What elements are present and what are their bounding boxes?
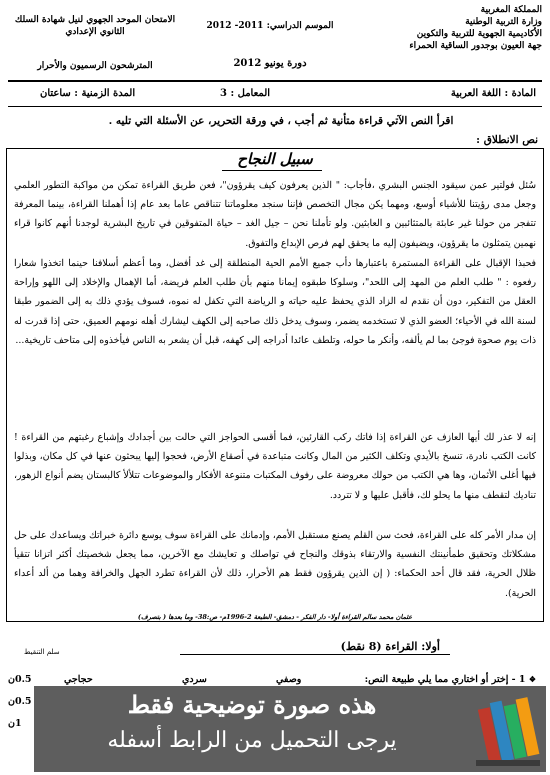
subject-divider	[8, 106, 542, 107]
session-label: دورة يونيو 2012	[233, 58, 307, 69]
paragraph-2	[14, 254, 536, 350]
school-year-label: الموسم الدراسي: 2011- 2012	[206, 21, 334, 31]
ministry-header	[409, 4, 542, 52]
bullet-icon: ❖	[528, 674, 536, 684]
header-line: الأكاديمية الجهوية للتربية والتكوين	[416, 29, 542, 39]
points-label: 0.5ن	[8, 674, 32, 685]
paragraph-text: إن مدار الأمر كله على القراءة، فحث سن القلم يصنع مستقبل الأمم، وإدمانك على القراءة سوف يوسع دائرة خبراتك ويساعدك على حل مشكلاتك وتحقيق طمأنينتك النفسية والارتقاء بذوقك والنجاح في تواصلك و تعايشك مع الآخرين، مما يجعل شخصيتك أكثر اتزانا تتقيأ ظلال الحرية، فقد قال أحد الحكماء: ( إن الذين يقرؤون فقط هم الأحرار، ذلك لأن القراءة تطرد الجهل والخرافة وهما من ألد أعداء الحرية).	[14, 530, 536, 599]
paragraph-text: فحبذا الإقبال على القراءة المستمرة باعتبارها دأب جميع الأمم الحية المنطلقة إلى غد أفضل، وما أعظم أسلافنا حينما اتخذوا شعارا رفعوه : " طلب العلم من المهد إلى اللحد"، وسلوكا طبقوه إيمانا منهم بأن طلب العلم فريضة، أما الإهمال والإخلاد إلى اللهو وإراحة العقل من التفكير، دون أن نقدم له الزاد الذي يحفظ عليه حياته و الرياضة التي تكفل له نموه، فسوف يؤدي ذلك به إلى الضمور طبقا لسنة الله في الأحياء؛ العضو الذي لا تستخدمه يضمر، وسوف يدخل ذلك صاحبه إلى الكهف ليشارك أهله نومهم العميق، حتى إذا قدرت له ذات يوم صحوة فوجئ بما لم يألفه، وأنكر ما حوله، وتلطف عائدا أدراجه إلى كهفه، قبل أن يشعر به الناس فيأخذوه إلى متاحف تاريخية...	[14, 258, 536, 346]
exam-header	[10, 14, 180, 72]
reading-section-title: أولا: القراءة (8 نقط)	[340, 640, 440, 653]
coefficient-label: المعامل : 3	[220, 88, 271, 99]
question-1	[365, 674, 536, 685]
source-citation: عثمان محمد سالم القراءة أولا- دار الفكر - دمشق- الطبعة 2-1996م- ص:38- وما بعدها ( بتصرف)	[137, 613, 413, 621]
header-divider	[8, 80, 542, 82]
instruction-text: اقرأ النص الآتي قراءة متأنية ثم أجب ، في ورقة التحرير، عن الأسئلة التي تليه .	[108, 115, 454, 127]
exam-title-line: الثانوي الإعدادي	[65, 27, 125, 37]
books-icon	[470, 686, 546, 772]
section-title: نص الانطلاق :	[476, 134, 538, 146]
exam-title-line: الامتحان الموحد الجهوي لنيل شهادة السلك	[14, 15, 176, 25]
points-label: 1ن	[8, 718, 22, 729]
tally-label: سلم التنقيط	[24, 648, 60, 656]
text-title: سبيل النجاح	[237, 150, 313, 168]
paragraph-3	[14, 428, 536, 505]
header-line: وزارة التربية الوطنية	[465, 17, 542, 27]
paragraph-text: سُئل فولتير عمن سيقود الجنس البشري ،فأجاب: " الذين يعرفون كيف يقرؤون"، فعن طريق القراءة تمكن من مواكبة التطور العلمي وجعل مدى رؤيتنا للأشياء أوسع، ومهما يكن مجال التخصص فإننا سنجد معلوماتنا تتناقص عاما بعد عام إذا أهملنا القراءة، بينما المعرفة تتفجر من حولنا غير عابئة بالمتثائبين و العابثين. ولو تأملنا نحن – جيل الغد – حياة المتفوقين في تاريخ البشرية لوجدنا أنهم كانوا قراء نهمين يتمثلون ما يقرؤون، ويضيفون إليه ما يحقق لهم فرص الإبداع والتفوق.	[14, 180, 536, 249]
paragraph-text: إنه لا عذر لك أيها العازف عن القراءة إذا فاتك ركب القارئين، فما أقسى الحواجز التي حالت بين أجدادك وإشباع رغبتهم من القراءة ! كانت الكتب نادرة، تنسخ بالأيدي وتكلف الكثير من المال وكانت متباعدة في أصقاع الأرض، فحجوا إليها يبحثون عنها في كل مكان، وبذلوا فيها أغلى الأثمان، وها هي الكتب من حولك معروضة على رفوف المكتبات متنوعة الأفكار والموضوعات تتلألأ كالبستان يضم أنواع الزهور، تناديك لتقطف منها ما يحلو لك، فأقبل عليها و لا تتردد.	[14, 432, 536, 501]
option-3: حجاجي	[64, 674, 93, 685]
candidates-label: المترشحون الرسميون والأحرار	[37, 61, 153, 71]
header-line: المملكة المغربية	[480, 5, 542, 15]
reading-section-underline	[180, 654, 450, 655]
paragraph-1	[14, 176, 536, 253]
banner-line-2: يرجى التحميل من الرابط أسفله	[107, 728, 397, 753]
option-1: وصفي	[276, 674, 302, 685]
points-label: 0.5ن	[8, 696, 32, 707]
question-label: 1 - إختر أو اختاري مما يلي طبيعة النص:	[364, 674, 526, 685]
subject-label: المادة : اللغة العربية	[450, 88, 536, 99]
duration-label: المدة الزمنية : ساعتان	[40, 88, 136, 99]
school-year	[200, 20, 340, 70]
title-underline	[222, 170, 322, 171]
banner-line-1: هذه صورة توضيحية فقط	[127, 690, 377, 719]
paragraph-4	[14, 526, 536, 603]
option-2: سردي	[182, 674, 207, 685]
header-line: جهة العيون بوجدور الساقية الحمراء	[409, 41, 542, 51]
